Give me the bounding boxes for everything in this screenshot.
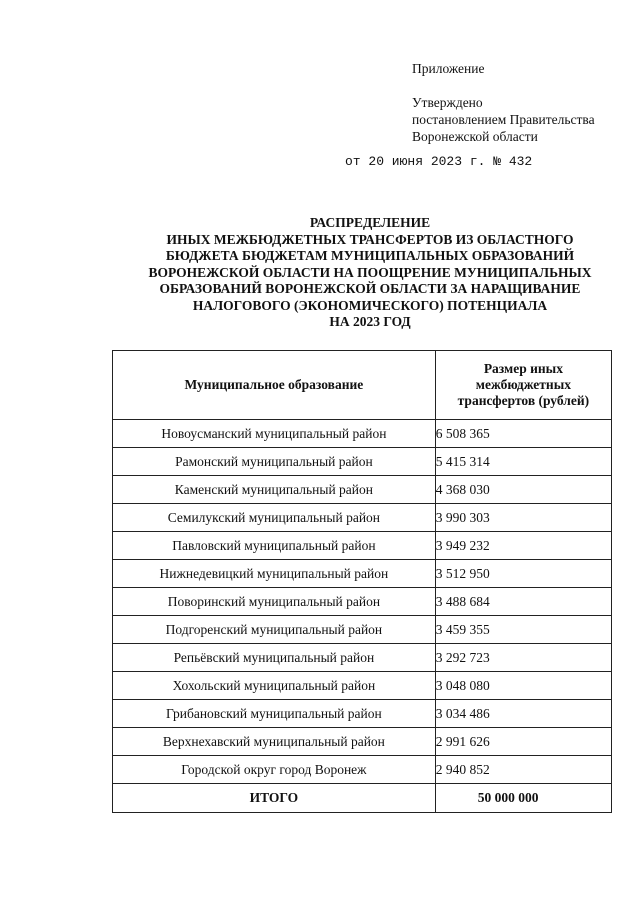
amount-header-line-1: Размер иных (483, 361, 563, 376)
municipality-name: Грибановский муниципальный район (113, 700, 436, 728)
table-row (113, 728, 612, 756)
transfer-amount: 3 949 232 (435, 532, 611, 560)
approved-line-1: Утверждено (412, 95, 483, 110)
transfer-amount: 3 034 486 (435, 700, 611, 728)
table-row (113, 588, 612, 616)
title-line-4: ВОРОНЕЖСКОЙ ОБЛАСТИ НА ПООЩРЕНИЕ МУНИЦИПАЛЬНЫХ (148, 264, 592, 280)
transfer-amount: 2 940 852 (435, 756, 611, 784)
table-row (113, 756, 612, 784)
municipality-name: Хохольский муниципальный район (113, 672, 436, 700)
title-line-1: РАСПРЕДЕЛЕНИЕ (309, 215, 431, 230)
table-row (113, 420, 612, 448)
approved-line-2: постановлением Правительства (412, 112, 595, 127)
title-line-2: ИНЫХ МЕЖБЮДЖЕТНЫХ ТРАНСФЕРТОВ ИЗ ОБЛАСТНОГО (166, 231, 574, 247)
municipality-name: Новоусманский муниципальный район (113, 420, 436, 448)
transfer-amount: 3 459 355 (435, 616, 611, 644)
table-header-row (113, 351, 612, 420)
total-amount: 50 000 000 (435, 784, 611, 813)
total-label: ИТОГО (113, 784, 436, 813)
municipality-name: Городской округ город Воронеж (113, 756, 436, 784)
title-line-3: БЮДЖЕТА БЮДЖЕТАМ МУНИЦИПАЛЬНЫХ ОБРАЗОВАНИЙ (165, 248, 575, 263)
municipality-name: Семилукский муниципальный район (113, 504, 436, 532)
title-line-5: ОБРАЗОВАНИЙ ВОРОНЕЖСКОЙ ОБЛАСТИ ЗА НАРАЩИВАНИЕ (159, 281, 581, 296)
transfer-amount: 6 508 365 (435, 420, 611, 448)
municipality-name: Рамонский муниципальный район (113, 448, 436, 476)
municipality-name: Павловский муниципальный район (113, 532, 436, 560)
municipality-name: Подгоренский муниципальный район (113, 616, 436, 644)
transfer-amount: 3 292 723 (435, 644, 611, 672)
table-row (113, 700, 612, 728)
appendix-label: Приложение (412, 61, 485, 76)
transfer-amount: 3 990 303 (435, 504, 611, 532)
table-row (113, 504, 612, 532)
amount-header-line-3: трансфертов (рублей) (457, 393, 590, 408)
transfer-amount: 3 048 080 (435, 672, 611, 700)
total-row (113, 784, 612, 813)
approved-line-3: Воронежской области (412, 129, 538, 144)
table-row (113, 672, 612, 700)
allocation-table (112, 350, 612, 813)
transfer-amount: 4 368 030 (435, 476, 611, 504)
title-line-6: НАЛОГОВОГО (ЭКОНОМИЧЕСКОГО) ПОТЕНЦИАЛА (192, 297, 548, 313)
table-row (113, 644, 612, 672)
transfer-amount: 5 415 314 (435, 448, 611, 476)
table-row (113, 532, 612, 560)
municipality-name: Верхнехавский муниципальный район (113, 728, 436, 756)
municipality-name: Каменский муниципальный район (113, 476, 436, 504)
column-header-amount (435, 351, 611, 420)
decree-date-number: от 20 июня 2023 г. № 432 (345, 154, 533, 169)
title-line-7: НА 2023 ГОД (329, 314, 411, 329)
municipality-name: Поворинский муниципальный район (113, 588, 436, 616)
table-row (113, 560, 612, 588)
municipality-name: Нижнедевицкий муниципальный район (113, 560, 436, 588)
municipality-name: Репьёвский муниципальный район (113, 644, 436, 672)
header-gap (412, 77, 595, 94)
transfer-amount: 3 512 950 (435, 560, 611, 588)
table-row (113, 616, 612, 644)
transfer-amount: 2 991 626 (435, 728, 611, 756)
table-row (113, 476, 612, 504)
table-row (113, 448, 612, 476)
approval-header (412, 60, 595, 145)
amount-header-line-2: межбюджетных (475, 377, 571, 392)
document-title (100, 215, 640, 331)
column-header-municipality: Муниципальное образование (113, 351, 436, 420)
transfer-amount: 3 488 684 (435, 588, 611, 616)
